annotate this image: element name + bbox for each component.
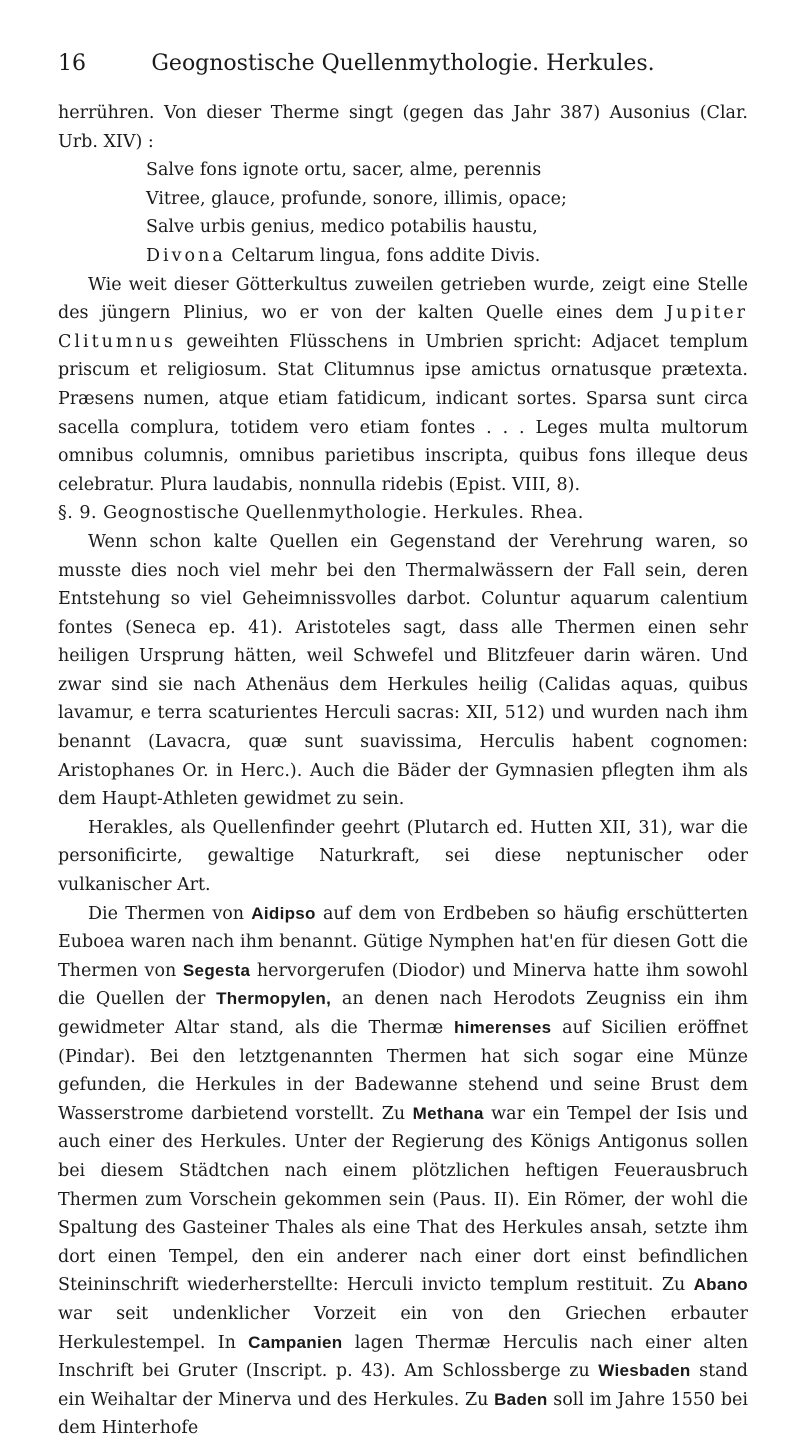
paragraph-herakles: Herakles, als Quellenfinder geehrt (Plutarch ed. Hutten XII, 31), war die personificirte, gewaltige Naturkraft, sei diese neptunischer oder vulkanischer Art. [58, 817, 748, 896]
running-header [58, 46, 748, 82]
place-campanien: Campanien [248, 1332, 343, 1352]
poem-line-1: Salve fons ignote ortu, sacer, alme, perennis [146, 160, 542, 181]
paragraph-ausonius-intro: herrühren. Von dieser Therme singt (gegen das Jahr 387) Ausonius (Clar. Urb. XIV) : [58, 103, 748, 152]
places-text-4: an denen nach Herodots Zeugniss ein ihm gewidmeter Altar stand, als die Thermæ [58, 989, 748, 1038]
places-text-5: auf Sicilien eröffnet (Pindar). Bei den letztgenannten Thermen hat sich sogar eine Münze gefunden, die Herkules in der Badewanne stehend und seine Brust dem Wasserstrome darbietend vorstellt. Zu [58, 1018, 749, 1124]
poem-line-2: Vitree, glauce, profunde, sonore, illimis, opace; [146, 188, 567, 209]
plinius-text-2: geweihten Flüsschens in Umbrien spricht: Adjacet templum priscum et religiosum. Stat Clitumnus ipse amictus ornatusque prætexta. Præsens numen, atque etiam fatidicum, indicant sortes. Sparsa sunt circa sacella complura, totidem vero etiam fontes . . . Leges multa multorum omnibus columnis, omnibus parietibus inscripta, quibus fons illeque deus celebratur. Plura laudabis, nonnulla ridebis (Epist. VIII, 8). [58, 331, 748, 495]
poem-name-divona: Divona [146, 245, 226, 266]
place-thermopylen: Thermopylen, [216, 989, 332, 1009]
places-text-2: auf dem von Erdbeben so häufig erschütterten Euboea waren nach ihm benannt. Gütige Nymphen hat'en für diesen Gott die Thermen von [58, 903, 748, 981]
paragraph-places [58, 900, 748, 1443]
name-jupiter-clitumnus: Jupiter Clitumnus [58, 303, 748, 352]
places-text-7: war seit undenklicher Vorzeit ein von den Griechen erbauter Herkulestempel. In [58, 1303, 748, 1353]
place-wiesbaden: Wiesbaden [598, 1361, 691, 1381]
running-title: Geognostische Quellenmythologie. Herkules. [151, 51, 655, 76]
place-abano: Abano [693, 1275, 748, 1295]
section-heading: §. 9. Geognostische Quellenmythologie. Herkules. Rhea. [58, 503, 584, 524]
places-text-8: lagen Thermæ Herculis nach einer alten Inschrift bei Gruter (Inscript. p. 43). Am Schlossberge zu [58, 1332, 748, 1382]
place-baden: Baden [494, 1389, 548, 1409]
poem-line-3: Salve urbis genius, medico potabilis haustu, [146, 217, 538, 238]
plinius-text-1: Wie weit dieser Götterkultus zuweilen getrieben wurde, zeigt eine Stelle des jüngern Plinius, wo er von der kalten Quelle eines dem [58, 274, 748, 324]
places-text-9: stand ein Weihaltar der Minerva und des Herkules. Zu [58, 1361, 749, 1410]
places-text-1: Die Thermen von [88, 903, 252, 924]
places-text-10: soll im Jahre 1550 bei dem Hinterhofe [58, 1389, 748, 1439]
place-segesta: Segesta [182, 960, 251, 980]
place-methana: Methana [412, 1103, 484, 1123]
ausonius-poem [58, 156, 748, 270]
poem-line-4-rest: Celtarum lingua, fons addite Divis. [225, 245, 541, 266]
poem-line-4 [146, 242, 748, 271]
paragraph-plinius [58, 271, 748, 500]
paragraph-thermen: Wenn schon kalte Quellen ein Gegenstand der Verehrung waren, so musste dies noch viel mehr bei den Thermalwässern der Fall sein, deren Entstehung so viel Geheimnissvolles darbot. Coluntur aquarum calentium fontes (Seneca ep. 41). Aristoteles sagt, dass alle Thermen einen sehr heiligen Ursprung hätten, weil Schwefel und Blitzfeuer darin wären. Und zwar sind sie nach Athenäus dem Herkules heilig (Calidas aquas, quibus lavamur, e terra scaturientes Herculi sacras: XII, 512) und wurden nach ihm benannt (Lavacra, quæ sunt suavissima, Herculis habent cognomen: Aristophanes Or. in Herc.). Auch die Bäder der Gymnasien pflegten ihm als dem Haupt-Athleten gewidmet zu sein. [58, 531, 748, 810]
places-text-6: war ein Tempel der Isis und auch einer des Herkules. Unter der Regierung des Königs Antigonus sollen bei diesem Städtchen nach einem plötzlichen heftigen Feuerausbruch Thermen zum Vorschein gekommen sein (Paus. II). Ein Römer, der wohl die Spaltung des Gasteiner Thales als eine That des Herkules ansah, setzte ihm dort einen Tempel, den ein anderer nach einer dort einst befindlichen Steininschrift wiederherstellte: Herculi invicto templum restituit. Zu [58, 1103, 748, 1296]
place-aidipso: Aidipso [251, 903, 316, 923]
place-himerenses: himerenses [453, 1018, 552, 1037]
body-text [58, 99, 748, 1443]
places-text-3: hervorgerufen (Diodor) und Minerva hatte ihm sowohl die Quellen der [58, 960, 748, 1010]
page-number: 16 [58, 51, 86, 76]
